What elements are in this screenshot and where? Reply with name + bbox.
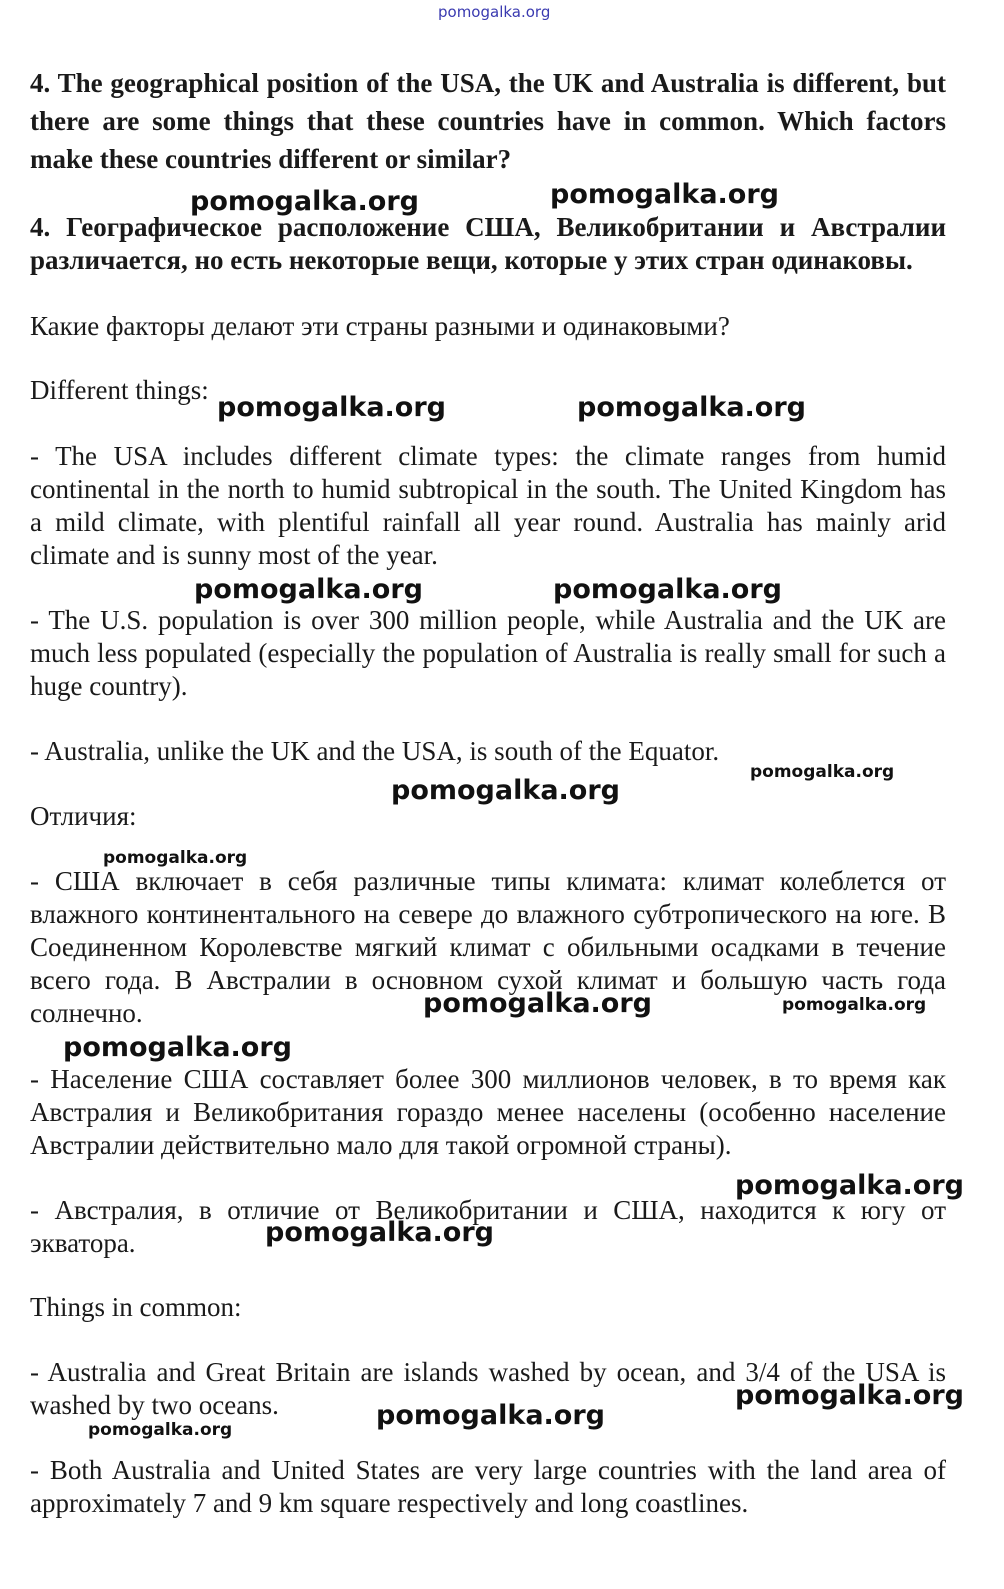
question-ru: Какие факторы делают эти страны разными и одинаковыми? — [30, 311, 730, 341]
question-ru-heading: 4. Географическое расположение США, Великобритании и Австралии различается, но есть некоторые вещи, которые у этих стран одинаковы. — [30, 212, 946, 275]
watermark: pomogalka.org — [217, 392, 446, 423]
different-item-ru-climate: - США включает в себя различные типы климата: климат колеблется от влажного континентального на севере до влажного субтропического на юге. В Соединенном Королевстве мягкий климат с обильными осадками в течение всего года. В Австралии в основном сухой климат и большую часть года солнечно. — [30, 866, 946, 1028]
different-item-en-population: - The U.S. population is over 300 million people, while Australia and the UK are much less populated (especially the population of Australia is really small for such a huge country). — [30, 605, 946, 701]
watermark: pomogalka.org — [550, 179, 779, 210]
different-title-ru: Отличия: — [30, 801, 137, 831]
watermark-top: pomogalka.org — [438, 3, 551, 21]
watermark: pomogalka.org — [376, 1400, 605, 1431]
watermark: pomogalka.org — [63, 1032, 292, 1063]
common-item-en-oceans: - Australia and Great Britain are islands washed by ocean, and 3/4 of the USA is washed by two oceans. — [30, 1357, 946, 1420]
common-item-en-size: - Both Australia and United States are very large countries with the land area of approximately 7 and 9 km square respectively and long coastlines. — [30, 1455, 946, 1518]
watermark: pomogalka.org — [750, 762, 895, 782]
watermark: pomogalka.org — [194, 574, 423, 605]
watermark: pomogalka.org — [103, 848, 248, 868]
different-item-ru-equator: - Австралия, в отличие от Великобритании и США, находится к югу от экватора. — [30, 1195, 946, 1258]
different-item-ru-population: - Население США составляет более 300 миллионов человек, в то время как Австралия и Великобритания гораздо менее населены (особенно население Австралии действительно мало для такой огромной страны). — [30, 1064, 946, 1160]
different-title-en: Different things: — [30, 375, 209, 405]
watermark: pomogalka.org — [735, 1380, 964, 1411]
watermark: pomogalka.org — [391, 775, 620, 806]
watermark: pomogalka.org — [265, 1217, 494, 1248]
watermark: pomogalka.org — [553, 574, 782, 605]
watermark: pomogalka.org — [782, 995, 927, 1015]
watermark: pomogalka.org — [423, 988, 652, 1019]
different-item-en-equator: - Australia, unlike the UK and the USA, is south of the Equator. — [30, 736, 720, 766]
watermark: pomogalka.org — [577, 392, 806, 423]
question-en: 4. The geographical position of the USA, the UK and Australia is different, but there are some things that these countries have in common. Which factors make these countries different or similar? — [30, 68, 946, 174]
watermark: pomogalka.org — [735, 1170, 964, 1201]
watermark: pomogalka.org — [88, 1420, 233, 1440]
common-title-en: Things in common: — [30, 1292, 242, 1322]
watermark: pomogalka.org — [190, 186, 419, 217]
different-item-en-climate: - The USA includes different climate types: the climate ranges from humid continental in the north to humid subtropical in the south. The United Kingdom has a mild climate, with plentiful rainfall all year round. Australia has mainly arid climate and is sunny most of the year. — [30, 441, 946, 570]
